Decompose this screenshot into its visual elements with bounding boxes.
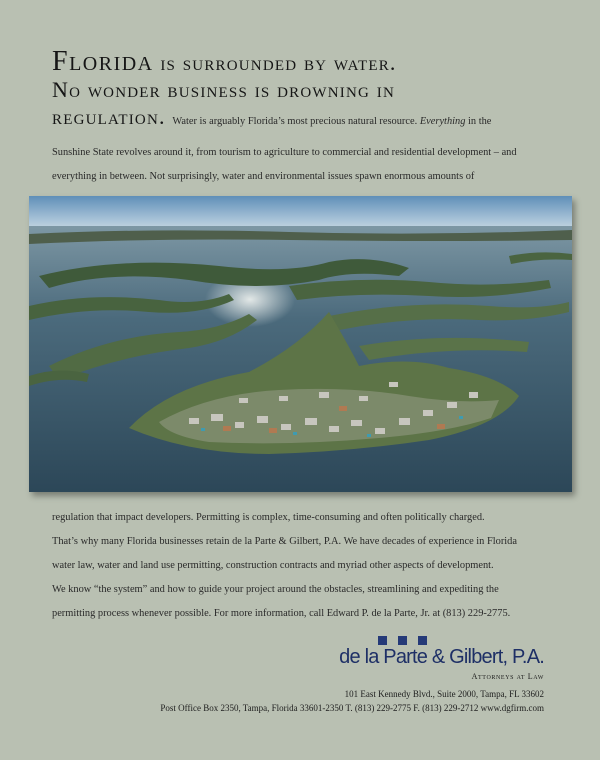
firm-name: de la Parte & Gilbert, P.A.: [339, 646, 544, 668]
intro-paragraph: [52, 141, 552, 189]
firm-address-contact: Post Office Box 2350, Tampa, Florida 33601-2350 T. (813) 229-2775 F. (813) 229-2712 www.dgfirm.com: [160, 703, 544, 713]
headline-line-1-rest: is surrounded by water.: [153, 50, 397, 75]
body-line: regulation that impact developers. Permitting is complex, time-consuming and often politically charged.: [52, 512, 485, 523]
aerial-photo-illustration: [29, 196, 572, 492]
body-line: permitting process whenever possible. For more information, call Edward P. de la Parte, Jr. at (813) 229-2775.: [52, 608, 511, 619]
logo-square-icon: [418, 636, 427, 645]
intro-line-3: everything in between. Not surprisingly, water and environmental issues spawn enormous amounts of: [52, 171, 475, 182]
intro-line-2: Sunshine State revolves around it, from tourism to agriculture to commercial and residential development – and: [52, 147, 517, 158]
body-paragraph: [52, 506, 557, 626]
body-line: We know “the system” and how to guide your project around the obstacles, streamlining and expediting the: [52, 584, 499, 595]
intro-inline: [172, 116, 491, 127]
headline-florida: Florida: [52, 46, 154, 77]
logo-square-icon: [378, 636, 387, 645]
logo-square-icon: [398, 636, 407, 645]
aerial-islands-photo: [29, 196, 572, 492]
firm-address-street: 101 East Kennedy Blvd., Suite 2000, Tampa, FL 33602: [344, 689, 544, 699]
headline-regulation: regulation.: [52, 104, 166, 129]
intro-emphasis: Everything: [419, 116, 466, 127]
intro-sentence: Water is arguably Florida’s most precious natural resource.: [172, 116, 420, 127]
headline-line-2: No wonder business is drowning in: [52, 77, 395, 102]
body-line: water law, water and land use permitting, construction contracts and myriad other aspects of development.: [52, 560, 494, 571]
firm-subtitle: Attorneys at Law: [471, 672, 544, 681]
headline-line-3: [52, 103, 552, 134]
body-line: That’s why many Florida businesses retain de la Parte & Gilbert, P.A. We have decades of experience in Florida: [52, 536, 517, 547]
headline-line-1: [52, 48, 552, 76]
intro-rest: in the: [465, 116, 492, 127]
headline: [52, 48, 552, 134]
firm-logo: [324, 632, 544, 688]
